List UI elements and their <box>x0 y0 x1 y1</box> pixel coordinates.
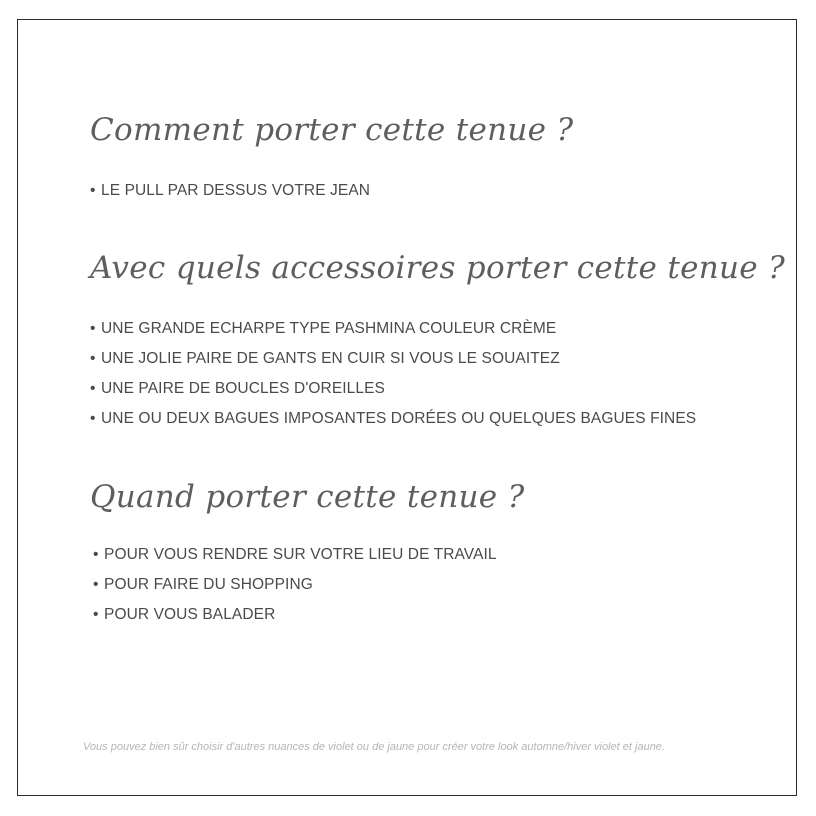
bullet-icon: • <box>90 410 96 427</box>
list-item: • UNE PAIRE DE BOUCLES D'OREILLES <box>90 374 696 404</box>
heading-how-to-wear: Comment porter cette tenue ? <box>90 112 574 148</box>
list-item: • POUR VOUS BALADER <box>93 600 497 630</box>
bullet-icon: • <box>93 606 99 623</box>
list-item: • UNE GRANDE ECHARPE TYPE PASHMINA COULEUR CRÈME <box>90 314 696 344</box>
bullet-icon: • <box>90 380 96 397</box>
heading-accessories: Avec quels accessoires porter cette tenue ? <box>90 250 785 286</box>
list-item: • POUR VOUS RENDRE SUR VOTRE LIEU DE TRAVAIL <box>93 540 497 570</box>
bullet-icon: • <box>93 546 99 563</box>
list-item: • UNE OU DEUX BAGUES IMPOSANTES DORÉES OU QUELQUES BAGUES FINES <box>90 404 696 434</box>
list-item: • UNE JOLIE PAIRE DE GANTS EN CUIR SI VOUS LE SOUAITEZ <box>90 344 696 374</box>
bullet-icon: • <box>90 350 96 367</box>
list-how-to-wear <box>90 176 370 206</box>
footnote: Vous pouvez bien sûr choisir d'autres nuances de violet ou de jaune pour créer votre look automne/hiver violet et jaune. <box>83 741 665 753</box>
heading-when-to-wear: Quand porter cette tenue ? <box>90 479 525 515</box>
bullet-icon: • <box>90 320 96 337</box>
list-item: • LE PULL PAR DESSUS VOTRE JEAN <box>90 176 370 206</box>
bullet-icon: • <box>90 182 96 199</box>
list-when-to-wear <box>93 540 497 630</box>
bullet-icon: • <box>93 576 99 593</box>
list-item: • POUR FAIRE DU SHOPPING <box>93 570 497 600</box>
list-accessories <box>90 314 696 434</box>
